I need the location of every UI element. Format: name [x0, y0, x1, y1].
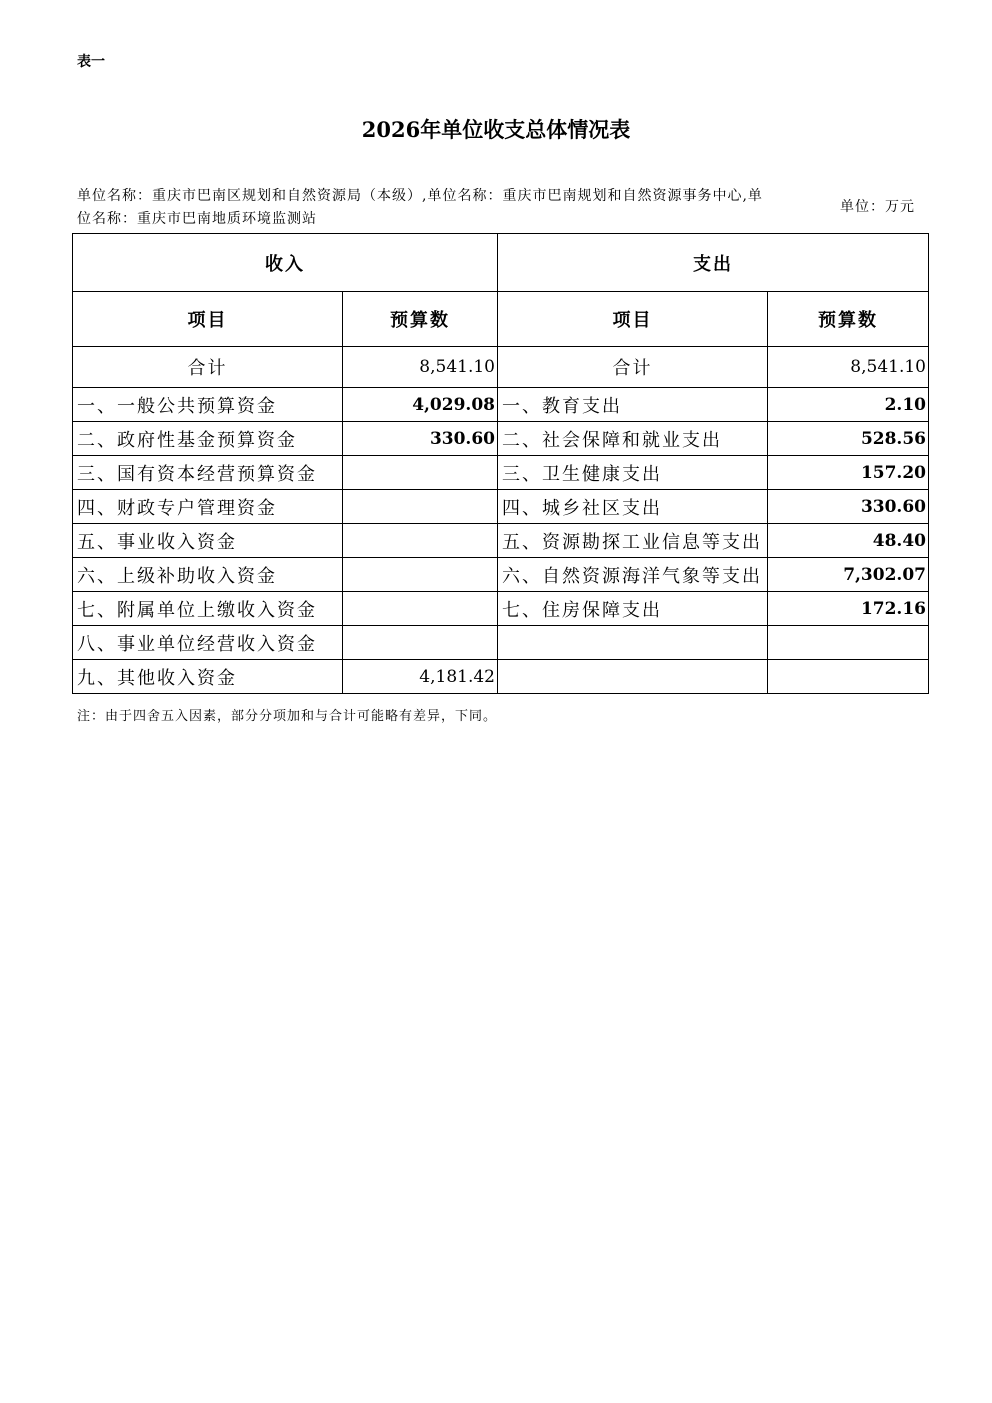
income-item-value: [343, 626, 498, 660]
income-item-value: [343, 558, 498, 592]
expense-item-value: 172.16: [768, 592, 929, 626]
expense-item-label: 一、教育支出: [498, 388, 768, 422]
expense-item-header: 项目: [498, 292, 768, 347]
table-row: [73, 592, 929, 626]
expense-item-label: 七、住房保障支出: [498, 592, 768, 626]
table-row: [73, 422, 929, 456]
income-item-label: 三、国有资本经营预算资金: [73, 456, 343, 490]
expense-item-value: 330.60: [768, 490, 929, 524]
income-item-value: [343, 524, 498, 558]
expense-item-label: 三、卫生健康支出: [498, 456, 768, 490]
unit-names: 单位名称：重庆市巴南区规划和自然资源局（本级）,单位名称：重庆市巴南规划和自然资源事务中心,单位名称：重庆市巴南地质环境监测站: [77, 188, 763, 227]
expense-amount-header: 预算数: [768, 292, 929, 347]
total-row: [73, 347, 929, 388]
footnote: 注：由于四舍五入因素，部分分项加和与合计可能略有差异，下同。: [77, 709, 498, 724]
income-item-value: [343, 490, 498, 524]
income-item-value: [343, 592, 498, 626]
income-item-label: 一、一般公共预算资金: [73, 388, 343, 422]
unit-label: 单位：万元: [840, 199, 915, 215]
table-row: [73, 490, 929, 524]
expense-total-value: 8,541.10: [768, 347, 929, 388]
expense-item-label: [498, 626, 768, 660]
income-item-value: [343, 456, 498, 490]
expense-item-label: 四、城乡社区支出: [498, 490, 768, 524]
table-row: [73, 388, 929, 422]
expense-item-value: 7,302.07: [768, 558, 929, 592]
income-item-label: 八、事业单位经营收入资金: [73, 626, 343, 660]
expense-item-label: [498, 660, 768, 694]
income-item-header: 项目: [73, 292, 343, 347]
income-item-value: 4,029.08: [343, 388, 498, 422]
income-item-label: 四、财政专户管理资金: [73, 490, 343, 524]
expense-item-value: [768, 660, 929, 694]
income-total-value: 8,541.10: [343, 347, 498, 388]
expense-total-label: 合计: [498, 347, 768, 388]
income-item-label: 六、上级补助收入资金: [73, 558, 343, 592]
expense-item-value: 528.56: [768, 422, 929, 456]
table-row: [73, 456, 929, 490]
income-item-value: 4,181.42: [343, 660, 498, 694]
income-item-value: 330.60: [343, 422, 498, 456]
expense-item-label: 五、资源勘探工业信息等支出: [498, 524, 768, 558]
expense-item-label: 二、社会保障和就业支出: [498, 422, 768, 456]
table-row: [73, 626, 929, 660]
expense-item-value: [768, 626, 929, 660]
expense-section-header: 支出: [498, 234, 929, 292]
table-label: 表一: [77, 54, 105, 70]
expense-item-value: 2.10: [768, 388, 929, 422]
income-item-label: 九、其他收入资金: [73, 660, 343, 694]
expense-item-value: 157.20: [768, 456, 929, 490]
table-row: [73, 558, 929, 592]
income-item-label: 七、附属单位上缴收入资金: [73, 592, 343, 626]
table-row: [73, 524, 929, 558]
expense-item-value: 48.40: [768, 524, 929, 558]
section-header-row: [73, 234, 929, 292]
page-title: 2026年单位收支总体情况表: [361, 117, 631, 142]
column-header-row: [73, 292, 929, 347]
expense-item-label: 六、自然资源海洋气象等支出: [498, 558, 768, 592]
budget-table: [72, 233, 929, 694]
income-total-label: 合计: [73, 347, 343, 388]
income-item-label: 二、政府性基金预算资金: [73, 422, 343, 456]
income-item-label: 五、事业收入资金: [73, 524, 343, 558]
income-section-header: 收入: [73, 234, 498, 292]
income-amount-header: 预算数: [343, 292, 498, 347]
table-row: [73, 660, 929, 694]
